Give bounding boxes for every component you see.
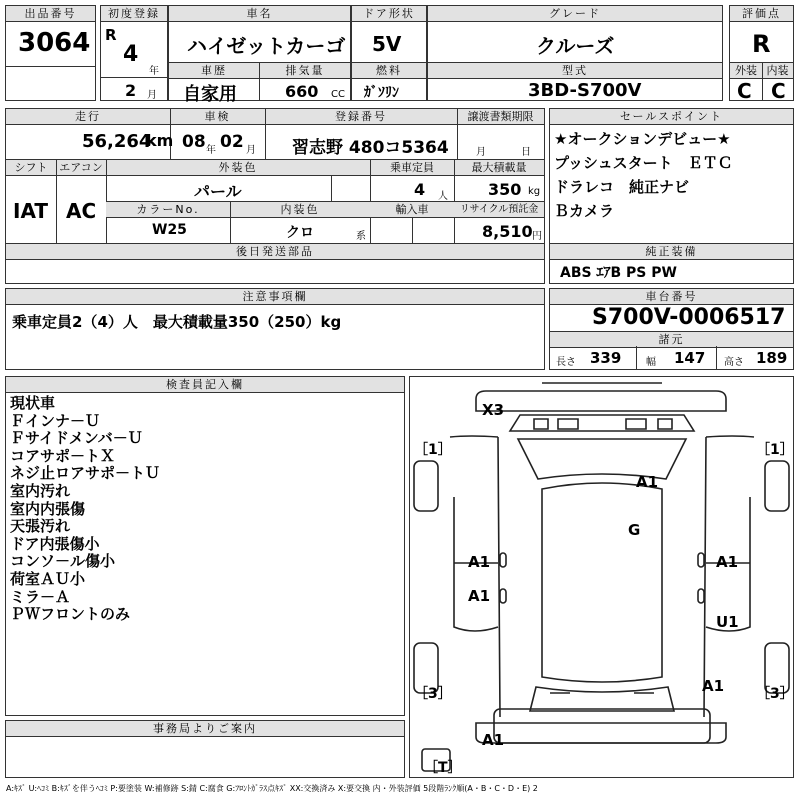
front-bumper-shape (476, 391, 726, 411)
plate-number: 習志野 480コ5364 (292, 138, 449, 158)
capacity: 4 (414, 180, 426, 199)
later-parts-label: 後日発送部品 (6, 244, 544, 260)
history-label: 車歴 (169, 63, 259, 79)
cc-unit: CC (331, 89, 345, 100)
height-label: 高さ (724, 357, 744, 368)
damage-mark-hood: A1 (636, 473, 659, 491)
damage-mark-right-rear-door: U1 (716, 613, 739, 631)
air-conditioner: AC (66, 199, 97, 223)
plate-label: 登録番号 (265, 109, 457, 125)
damage-mark-right-front-door: A1 (716, 553, 739, 571)
inspector-note: 天張汚れ (10, 517, 71, 536)
tire-shape (414, 461, 438, 511)
car-outline (410, 377, 793, 777)
mirror-line-shape (450, 436, 754, 437)
height: 189 (756, 349, 788, 367)
inspection-month: 02 (220, 132, 244, 152)
damage-mark-left-rear-door: A1 (468, 587, 491, 605)
car-name: ハイゼットカーゴ (187, 34, 346, 58)
tire-fr-label: ［1］ (756, 442, 794, 458)
handle-shape (500, 553, 506, 567)
door-cell (351, 5, 427, 101)
inspection-month-unit: 月 (246, 145, 256, 156)
notes-box (5, 288, 545, 370)
rear-bumper-shape (476, 723, 726, 743)
length-label: 長さ (556, 357, 576, 368)
width: 147 (674, 349, 706, 367)
equipment-label: 純正装備 (550, 244, 793, 260)
first-registration-cell (100, 5, 168, 101)
divider (230, 202, 231, 244)
capacity-label: 乗車定員 (370, 160, 454, 176)
score: R (752, 30, 771, 58)
month-unit: 月 (147, 90, 157, 101)
divider (6, 66, 95, 67)
inspection-year: 08 (182, 132, 206, 152)
office-box (5, 720, 405, 778)
recycle-label: リサイクル預託金 (454, 202, 544, 218)
score-cell (729, 5, 794, 101)
vehicle-details (5, 108, 545, 284)
inspector-box (5, 376, 405, 716)
int-color-label: 内装色 (230, 202, 370, 218)
damage-mark-left-front-door: A1 (468, 553, 491, 571)
damage-diagram (409, 376, 794, 778)
lot-number-cell (5, 5, 96, 101)
load-label: 最大積載量 (454, 160, 544, 176)
divider (331, 176, 332, 201)
spare-tire-label: ［T］ (424, 760, 462, 776)
score-label: 評価点 (730, 6, 793, 22)
inspection-year-unit: 年 (206, 145, 216, 156)
damage-mark-rear-right: A1 (702, 677, 725, 695)
exterior-label: 外装 (730, 63, 762, 79)
model-label: 型式 (428, 63, 722, 79)
inspector-label: 検査員記入欄 (6, 377, 404, 393)
tire-shape (765, 461, 789, 511)
divider (265, 109, 266, 159)
spare-area-shape (494, 709, 710, 743)
handle-shape (500, 589, 506, 603)
recycle-deposit: 8,510 (482, 222, 533, 241)
exterior-score: C (737, 79, 752, 103)
sales-point: Ｂカメラ (554, 202, 615, 220)
registration-year: 4 (123, 42, 139, 67)
fuel-label: 燃料 (352, 63, 426, 79)
divider (636, 346, 637, 370)
inspector-note: ミラ－Ａ (10, 587, 71, 606)
body-side-shape (498, 437, 706, 717)
transfer-day-unit: 日 (521, 147, 531, 158)
grade: クルーズ (536, 34, 615, 58)
transfer-month-unit: 月 (476, 147, 486, 158)
door-label: ドア形状 (352, 6, 426, 22)
notes-text: 乗車定員2（4）人 最大積載量350（250）kg (12, 313, 342, 331)
grade-label: グレード (428, 6, 722, 22)
car-name-cell (168, 5, 351, 105)
damage-mark-rear-bumper: A1 (482, 731, 505, 749)
registration-month: 2 (125, 81, 137, 100)
max-load: 350 (488, 180, 522, 199)
damage-mark-windshield: G (628, 521, 641, 539)
first-registration-label: 初度登録 (101, 6, 167, 22)
inspector-note: Ｆサイドメンバ－Ｕ (10, 429, 143, 448)
equipment: ABS ｴｱB PS PW (560, 265, 677, 281)
interior-label: 内装 (762, 63, 793, 79)
sales-point: プッシュスタート ＥＴＣ (554, 154, 733, 172)
tire-rr-label: ［3］ (756, 686, 794, 702)
displacement-label: 排気量 (260, 63, 350, 79)
inspector-note: Ｆインナ－Ｕ (10, 411, 101, 430)
mileage-label: 走行 (6, 109, 170, 125)
divider (101, 77, 167, 78)
sales-point: ★オークションデビュー★ (554, 130, 731, 148)
divider (56, 160, 57, 244)
color-number: W25 (152, 222, 187, 238)
sales-point: ドラレコ 純正ナビ (554, 178, 690, 196)
interior-color-unit: 系 (356, 231, 366, 242)
year-unit: 年 (149, 66, 159, 77)
length: 339 (590, 349, 622, 367)
tire-rl-label: ［3］ (414, 686, 452, 702)
chassis-box (549, 288, 794, 370)
windshield-shape (518, 439, 686, 479)
inspector-note: ドア内張傷小 (10, 534, 100, 553)
interior-color: クロ (286, 225, 314, 241)
shift-label: シフト (6, 160, 56, 176)
mileage: 56,264 (82, 131, 152, 152)
sales-points (549, 108, 794, 284)
shift: IAT (13, 199, 49, 223)
inspection-label: 車検 (170, 109, 265, 125)
exterior-color: パール (194, 182, 242, 201)
km-unit: km (146, 131, 174, 150)
chassis-label: 車台番号 (550, 289, 793, 305)
sales-points-list (554, 127, 733, 223)
car-history: 自家用 (183, 84, 237, 105)
recycle-unit: 円 (532, 231, 542, 242)
load-unit: kg (528, 186, 541, 197)
inspector-notes-list (10, 395, 160, 624)
ac-label: エアコン (56, 160, 106, 176)
inspector-note: 荷室ＡＵ小 (10, 569, 86, 588)
lot-number: 3064 (18, 28, 91, 58)
damage-mark-front-bumper: X3 (482, 401, 505, 419)
chassis-number: S700V-0006517 (592, 305, 786, 330)
divider (412, 217, 413, 244)
inspector-note: コンソ－ル傷小 (10, 552, 116, 571)
capacity-unit: 人 (438, 191, 448, 202)
handle-shape (698, 553, 704, 567)
roof-shape (542, 483, 662, 682)
inspector-note: ネジ止ロアサポ－トＵ (10, 464, 161, 483)
divider (259, 63, 260, 101)
import-label: 輸入車 (370, 202, 454, 218)
inspector-note: 現状車 (10, 394, 56, 412)
grade-cell (427, 5, 723, 101)
divider (716, 346, 717, 370)
displacement: 660 (285, 82, 319, 101)
inspector-note: 室内汚れ (10, 481, 71, 500)
dims-label: 諸元 (550, 331, 793, 348)
inspector-note: ＰＷフロントのみ (10, 605, 131, 624)
legend-text: A:ｷｽﾞ U:ﾍｺﾐ B:ｷｽﾞを伴うﾍｺﾐ P:要塗装 W:補修跡 S:錆 C:腐食 G:ﾌﾛﾝﾄｶﾞﾗｽ点ｷｽﾞ XX:交換済み X:要交換 内・外装評価 5段階ﾗﾝｸ順(A・B・C・D・E) 2 (6, 784, 538, 793)
divider (457, 109, 458, 159)
ext-color-label: 外装色 (106, 160, 370, 176)
door-type: 5V (372, 32, 402, 56)
rear-window-shape (530, 687, 674, 711)
inspector-note: 室内内張傷 (10, 499, 86, 518)
lot-number-label: 出品番号 (6, 6, 95, 22)
handle-shape (698, 589, 704, 603)
era: R (105, 26, 117, 44)
tire-fl-label: ［1］ (414, 442, 452, 458)
transfer-label: 譲渡書類期限 (457, 109, 544, 125)
color-no-label: カラーNo. (106, 202, 230, 218)
inspector-note: コアサポ－トＸ (10, 446, 116, 465)
interior-score: C (771, 79, 786, 103)
notes-label: 注意事項欄 (6, 289, 544, 305)
width-label: 幅 (646, 357, 656, 368)
model-code: 3BD-S700V (528, 80, 642, 101)
fuel: ｶﾞｿﾘﾝ (364, 85, 399, 101)
grille-shape (534, 419, 672, 429)
divider (762, 63, 763, 101)
office-label: 事務局よりご案内 (6, 721, 404, 737)
sales-points-label: セールスポイント (550, 109, 793, 125)
car-name-label: 車名 (169, 6, 350, 22)
